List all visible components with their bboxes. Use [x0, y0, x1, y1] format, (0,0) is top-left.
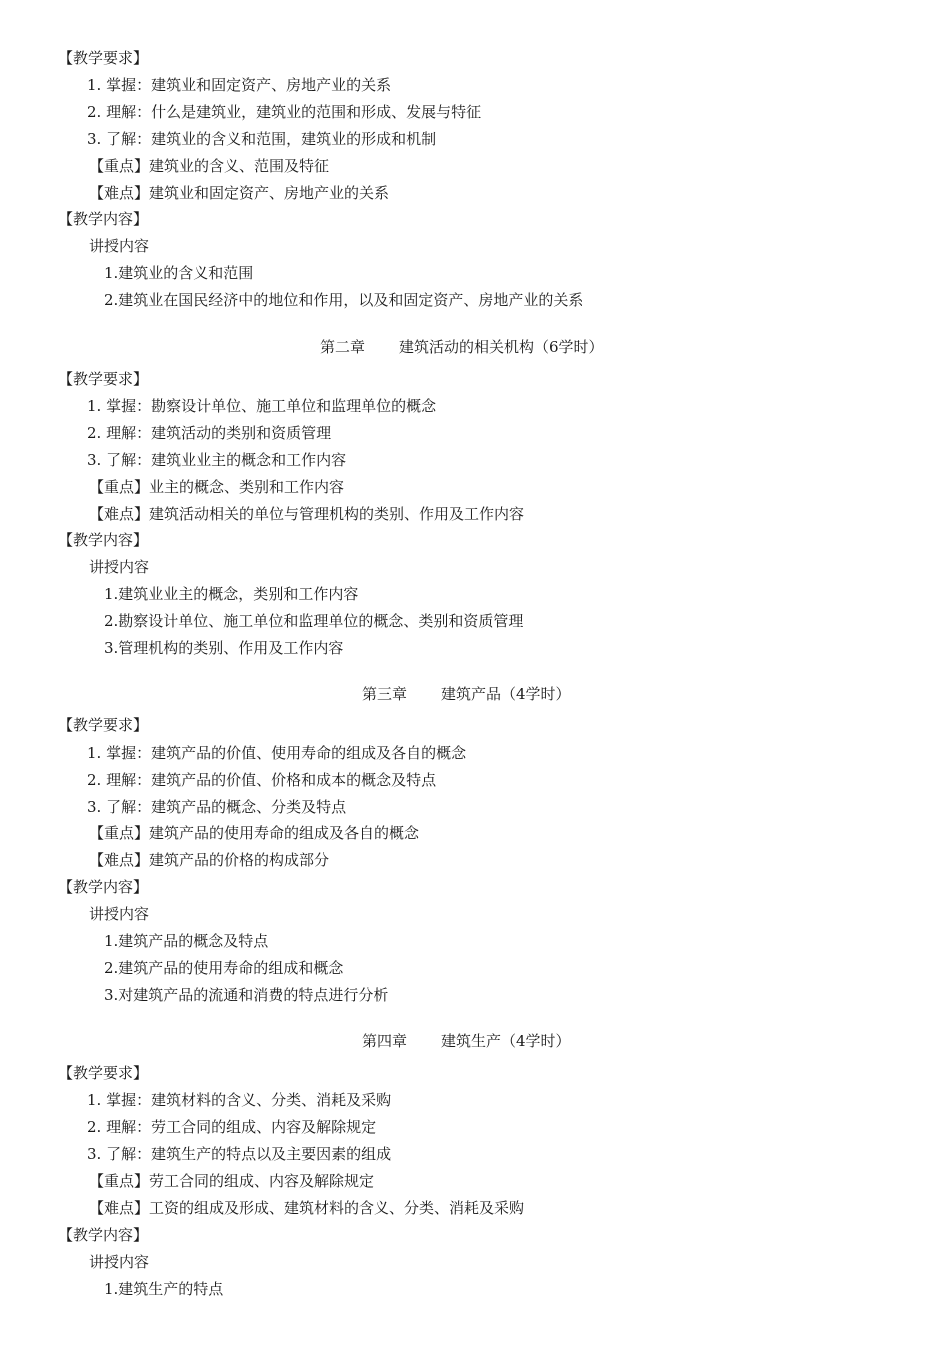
lecture-content-label: 讲授内容 [89, 237, 150, 255]
content-item: 1.建筑产品的概念及特点 [104, 932, 269, 950]
teaching-requirements-heading: 【教学要求】 [58, 1064, 149, 1082]
requirement-understand: 2. 理解：劳工合同的组成、内容及解除规定 [87, 1118, 377, 1136]
chapter-heading [362, 1031, 571, 1051]
content-item: 2.建筑业在国民经济中的地位和作用，以及和固定资产、房地产业的关系 [104, 291, 584, 309]
chapter-number: 第二章 [320, 338, 366, 356]
teaching-content-heading: 【教学内容】 [58, 210, 149, 228]
requirement-master: 1. 掌握：建筑业和固定资产、房地产业的关系 [87, 76, 392, 94]
requirement-understand: 2. 理解：建筑产品的价值、价格和成本的概念及特点 [87, 771, 437, 789]
requirement-know: 3. 了解：建筑生产的特点以及主要因素的组成 [87, 1145, 392, 1163]
requirement-master: 1. 掌握：建筑产品的价值、使用寿命的组成及各自的概念 [87, 744, 467, 762]
chapter-title: 建筑产品（4学时） [441, 685, 571, 703]
key-point: 【重点】业主的概念、类别和工作内容 [89, 478, 345, 496]
requirement-understand: 2. 理解：什么是建筑业，建筑业的范围和形成、发展与特征 [87, 103, 482, 121]
lecture-content-label: 讲授内容 [89, 905, 150, 923]
chapter-title: 建筑生产（4学时） [441, 1032, 571, 1050]
difficult-point: 【难点】建筑活动相关的单位与管理机构的类别、作用及工作内容 [89, 505, 525, 523]
content-item: 3.对建筑产品的流通和消费的特点进行分析 [104, 986, 389, 1004]
requirement-know: 3. 了解：建筑业的含义和范围，建筑业的形成和机制 [87, 130, 437, 148]
content-item: 1.建筑生产的特点 [104, 1280, 224, 1298]
lecture-content-label: 讲授内容 [89, 558, 150, 576]
content-item: 2.建筑产品的使用寿命的组成和概念 [104, 959, 344, 977]
difficult-point: 【难点】建筑业和固定资产、房地产业的关系 [89, 184, 390, 202]
chapter-title: 建筑活动的相关机构（6学时） [399, 338, 604, 356]
key-point: 【重点】劳工合同的组成、内容及解除规定 [89, 1172, 375, 1190]
teaching-requirements-heading: 【教学要求】 [58, 716, 149, 734]
teaching-content-heading: 【教学内容】 [58, 531, 149, 549]
requirement-know: 3. 了解：建筑业业主的概念和工作内容 [87, 451, 347, 469]
teaching-content-heading: 【教学内容】 [58, 1226, 149, 1244]
teaching-requirements-heading: 【教学要求】 [58, 49, 149, 67]
key-point: 【重点】建筑产品的使用寿命的组成及各自的概念 [89, 824, 420, 842]
difficult-point: 【难点】建筑产品的价格的构成部分 [89, 851, 330, 869]
chapter-number: 第三章 [362, 685, 408, 703]
content-item: 3.管理机构的类别、作用及工作内容 [104, 639, 344, 657]
requirement-master: 1. 掌握：建筑材料的含义、分类、消耗及采购 [87, 1091, 392, 1109]
requirement-understand: 2. 理解：建筑活动的类别和资质管理 [87, 424, 332, 442]
content-item: 1.建筑业业主的概念，类别和工作内容 [104, 585, 359, 603]
chapter-heading [362, 684, 571, 704]
chapter-number: 第四章 [362, 1032, 408, 1050]
teaching-requirements-heading: 【教学要求】 [58, 370, 149, 388]
requirement-master: 1. 掌握：勘察设计单位、施工单位和监理单位的概念 [87, 397, 437, 415]
chapter-heading [320, 337, 604, 357]
teaching-content-heading: 【教学内容】 [58, 878, 149, 896]
requirement-know: 3. 了解：建筑产品的概念、分类及特点 [87, 798, 347, 816]
lecture-content-label: 讲授内容 [89, 1253, 150, 1271]
difficult-point: 【难点】工资的组成及形成、建筑材料的含义、分类、消耗及采购 [89, 1199, 525, 1217]
content-item: 2.勘察设计单位、施工单位和监理单位的概念、类别和资质管理 [104, 612, 524, 630]
key-point: 【重点】建筑业的含义、范围及特征 [89, 157, 330, 175]
content-item: 1.建筑业的含义和范围 [104, 264, 254, 282]
